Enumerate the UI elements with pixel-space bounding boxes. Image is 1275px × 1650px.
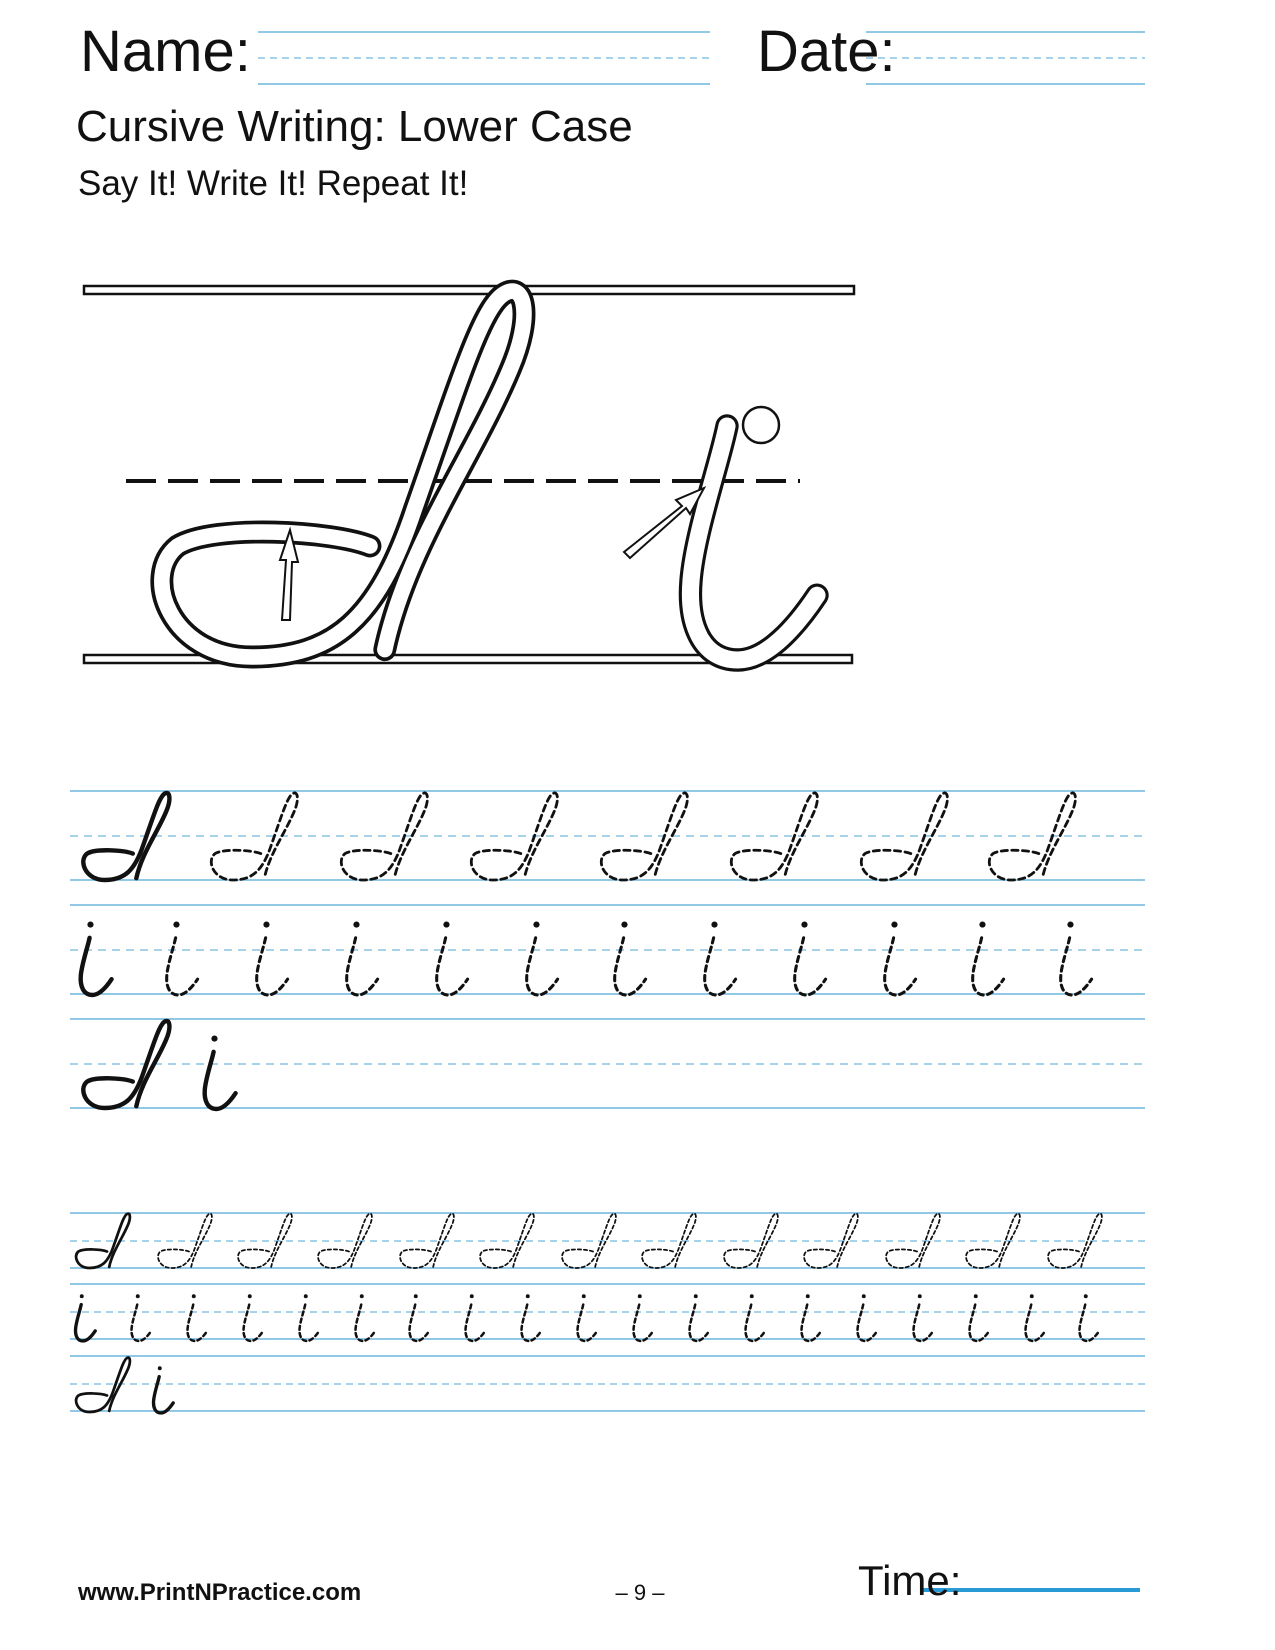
trace-capital-i — [989, 793, 1075, 880]
trace-lowercase-i — [347, 922, 378, 995]
practice-block-large — [70, 791, 1145, 1109]
trace-lowercase-i — [795, 922, 826, 995]
model-lowercase-i-row3 — [205, 1036, 236, 1109]
demo-i-dot — [743, 407, 779, 443]
trace-lowercase-i — [615, 922, 646, 995]
trace-capital-i — [471, 793, 557, 880]
trace-lowercase-i — [527, 922, 558, 995]
model-lowercase-i — [81, 922, 112, 995]
trace-lowercase-i — [885, 922, 916, 995]
trace-lowercase-i — [167, 922, 198, 995]
date-writing-lines[interactable] — [866, 32, 1145, 84]
name-writing-lines[interactable] — [258, 32, 710, 84]
page-number: – 9 – — [615, 1580, 665, 1605]
website-link[interactable]: www.PrintNPractice.com — [78, 1579, 362, 1606]
trace-lowercase-i — [973, 922, 1004, 995]
practice-block-small — [70, 1213, 1145, 1413]
date-label: Date: — [757, 19, 896, 84]
demo-lowercase-i-letter — [690, 426, 817, 660]
name-label: Name: — [80, 19, 251, 84]
trace-lowercase-i — [257, 922, 288, 995]
time-label: Time: — [858, 1557, 962, 1604]
trace-lowercase-i — [705, 922, 736, 995]
worksheet-title: Cursive Writing: Lower Case — [76, 102, 633, 151]
trace-lowercase-i — [437, 922, 468, 995]
worksheet-subtitle: Say It! Write It! Repeat It! — [78, 164, 469, 203]
trace-lowercase-i — [1061, 922, 1092, 995]
demo-capital-i-letter — [162, 291, 524, 657]
